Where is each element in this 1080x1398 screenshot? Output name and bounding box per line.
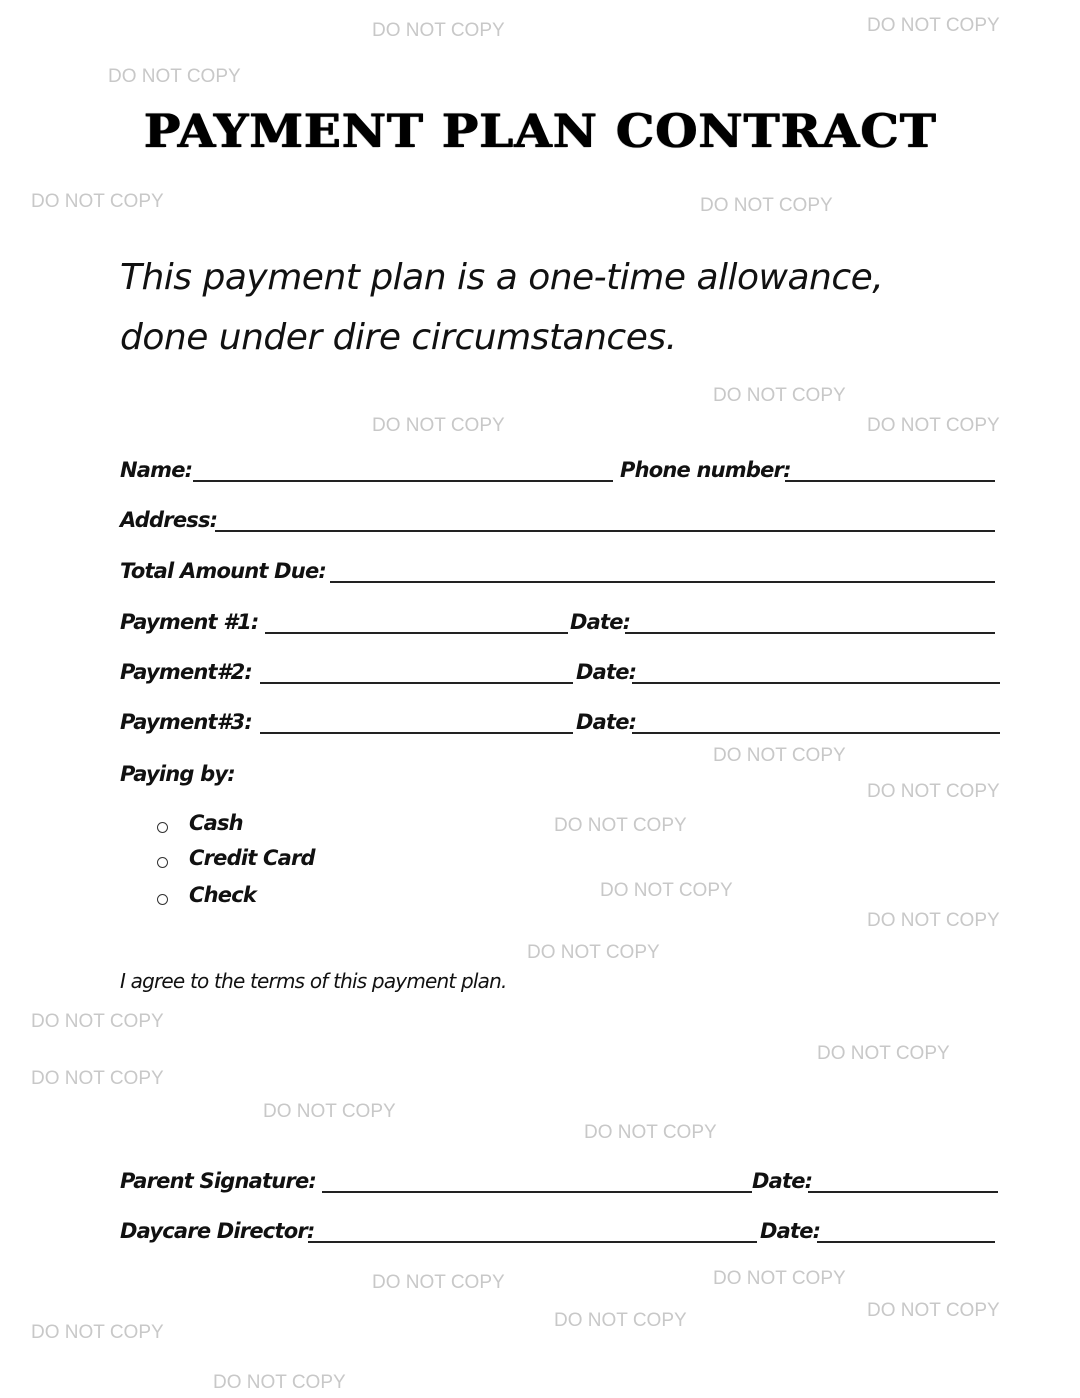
paying-by-label: Paying by: — [120, 762, 235, 786]
watermark: DO NOT COPY — [554, 1310, 687, 1331]
payment-1-date-field[interactable] — [625, 632, 995, 634]
watermark: DO NOT COPY — [31, 1322, 164, 1343]
parent-signature-field[interactable] — [322, 1191, 752, 1193]
director-signature-label: Daycare Director: — [120, 1219, 315, 1243]
intro-line-1: This payment plan is a one-time allowance, — [120, 257, 884, 298]
watermark: DO NOT COPY — [817, 1043, 950, 1064]
payment-2-field[interactable] — [260, 682, 573, 684]
phone-field[interactable] — [785, 480, 995, 482]
director-date-field[interactable] — [817, 1241, 995, 1243]
cash-radio[interactable] — [157, 822, 168, 833]
watermark: DO NOT COPY — [713, 745, 846, 766]
address-field[interactable] — [215, 530, 995, 532]
payment-2-date-field[interactable] — [632, 682, 1000, 684]
payment-3-date-label: Date: — [576, 710, 637, 734]
watermark: DO NOT COPY — [867, 1300, 1000, 1321]
payment-2-date-label: Date: — [576, 660, 637, 684]
watermark: DO NOT COPY — [213, 1372, 346, 1393]
payment-3-date-field[interactable] — [632, 732, 1000, 734]
watermark: DO NOT COPY — [713, 385, 846, 406]
payment-3-field[interactable] — [260, 732, 573, 734]
watermark: DO NOT COPY — [31, 191, 164, 212]
credit-card-option-label: Credit Card — [189, 846, 315, 870]
phone-label: Phone number: — [620, 458, 791, 482]
intro-line-2: done under dire circumstances. — [120, 317, 677, 358]
address-label: Address: — [120, 508, 218, 532]
director-signature-field[interactable] — [308, 1241, 757, 1243]
parent-date-field[interactable] — [808, 1191, 998, 1193]
document-title: PAYMENT PLAN CONTRACT — [143, 104, 937, 158]
watermark: DO NOT COPY — [372, 415, 505, 436]
check-radio[interactable] — [157, 894, 168, 905]
watermark: DO NOT COPY — [554, 815, 687, 836]
watermark: DO NOT COPY — [867, 415, 1000, 436]
payment-1-date-label: Date: — [570, 610, 631, 634]
watermark: DO NOT COPY — [713, 1268, 846, 1289]
watermark: DO NOT COPY — [372, 20, 505, 41]
parent-signature-label: Parent Signature: — [120, 1169, 316, 1193]
watermark: DO NOT COPY — [527, 942, 660, 963]
watermark: DO NOT COPY — [700, 195, 833, 216]
watermark: DO NOT COPY — [372, 1272, 505, 1293]
watermark: DO NOT COPY — [31, 1068, 164, 1089]
payment-1-label: Payment #1: — [120, 610, 259, 634]
credit-card-radio[interactable] — [157, 857, 168, 868]
watermark: DO NOT COPY — [867, 15, 1000, 36]
watermark: DO NOT COPY — [867, 910, 1000, 931]
name-field[interactable] — [193, 480, 613, 482]
agreement-text: I agree to the terms of this payment plan. — [120, 969, 507, 993]
total-amount-field[interactable] — [330, 581, 995, 583]
name-label: Name: — [120, 458, 193, 482]
parent-date-label: Date: — [752, 1169, 813, 1193]
intro-statement — [120, 248, 883, 368]
watermark: DO NOT COPY — [263, 1101, 396, 1122]
watermark: DO NOT COPY — [31, 1011, 164, 1032]
director-date-label: Date: — [760, 1219, 821, 1243]
watermark: DO NOT COPY — [867, 781, 1000, 802]
cash-option-label: Cash — [189, 811, 243, 835]
payment-2-label: Payment#2: — [120, 660, 252, 684]
check-option-label: Check — [189, 883, 257, 907]
payment-3-label: Payment#3: — [120, 710, 252, 734]
total-amount-label: Total Amount Due: — [120, 559, 326, 583]
watermark: DO NOT COPY — [600, 880, 733, 901]
watermark: DO NOT COPY — [584, 1122, 717, 1143]
payment-1-field[interactable] — [265, 632, 568, 634]
watermark: DO NOT COPY — [108, 66, 241, 87]
